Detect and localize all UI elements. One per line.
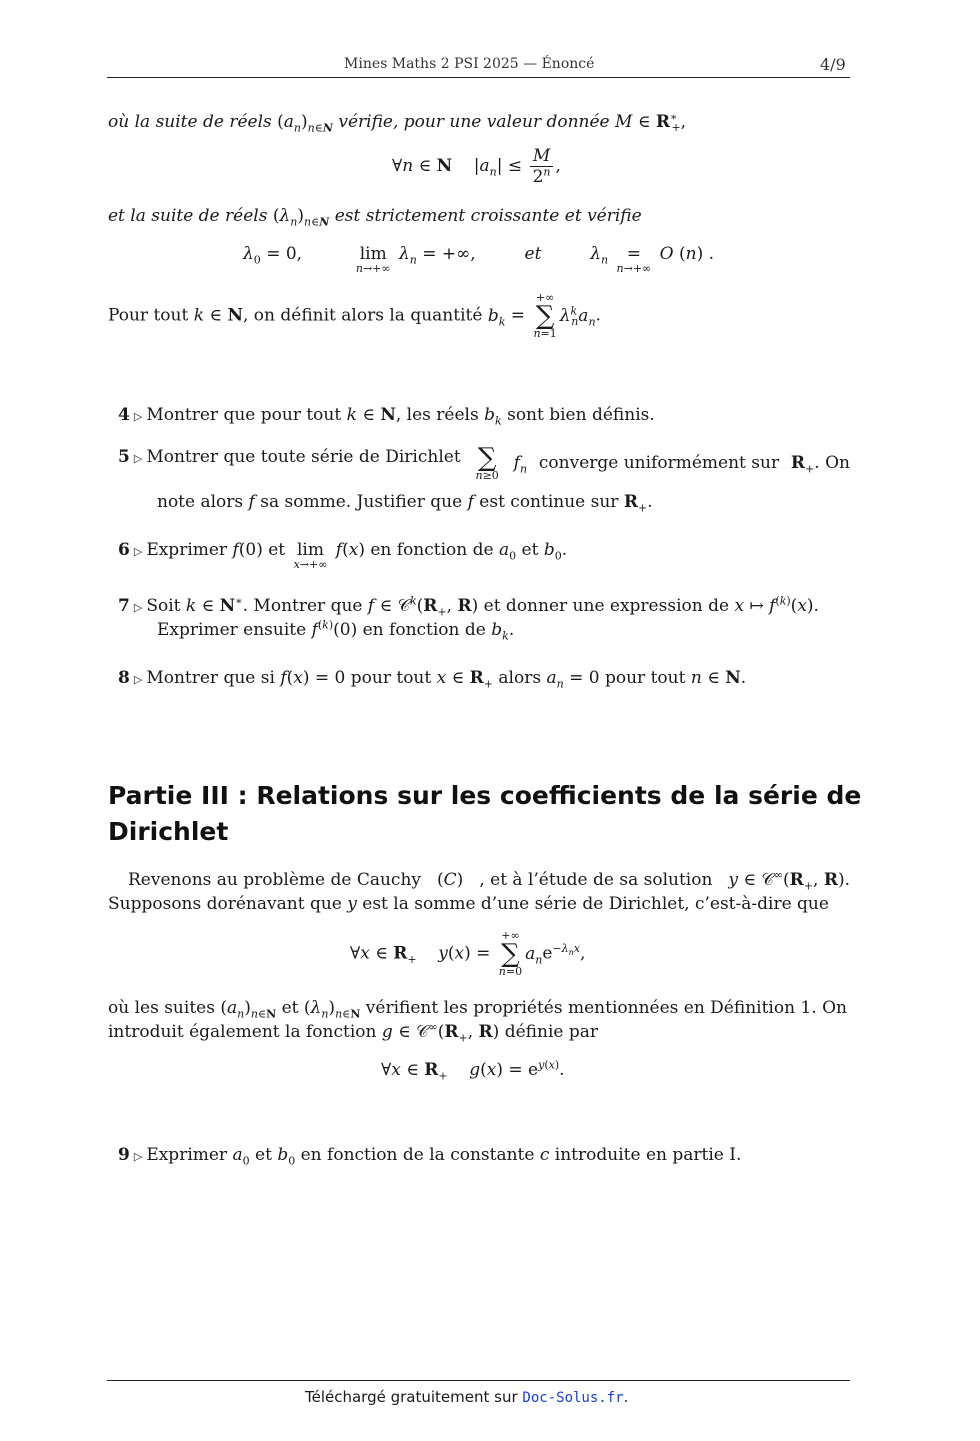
dirichlet-series-formula: ∀x ∈ $R_+$ y(x) = +∞ ∑ n=0 $a_ne^{-\lambda_nx}$, bbox=[350, 929, 586, 978]
footer-label: Téléchargé gratuitement sur bbox=[305, 1388, 518, 1406]
footer-rule bbox=[107, 1380, 850, 1381]
question-9: 9 ▷ Exprimer $a_0$ et $b_0$ en fonction de la constante c introduite en partie I. bbox=[118, 1145, 742, 1168]
footer-text bbox=[305, 1388, 628, 1406]
bound-formula: ∀n ∈ N $|a_n|$ ≤ $\frac{M}{2^n}$ , bbox=[392, 146, 561, 187]
bk-definition: Pour tout k ∈ N, on définit alors la quantité $b_k$ = +∞ ∑ n=1 $\lambda^k_na_n$. bbox=[108, 291, 601, 340]
paragraph-1-line-2: Supposons dorénavant que y est la somme d’une série de Dirichlet, c’est-à-dire que bbox=[108, 894, 829, 914]
doc-solus-link[interactable]: Doc-Solus.fr bbox=[522, 1390, 624, 1406]
section-title-line-2: Dirichlet bbox=[108, 817, 229, 846]
paragraph-2-line-1: où les suites $(a_n)_{n\in N}$ et $(\lambda_n)_{n\in N}$ vérifient les propriétés mentionnées en Définition 1. On bbox=[108, 998, 847, 1021]
question-7-line-1: 7 ▷ Soit k ∈ N∗. Montrer que f ∈ $𝒞^k(R_+$, R) et donner une expression de x ↦ $f^{(k)}(x)$. bbox=[118, 594, 819, 619]
question-7-line-2: Exprimer ensuite $f^{(k)}(0)$ en fonction de $b_k$. bbox=[157, 618, 515, 643]
paragraph-1-line-1: Revenons au problème de Cauchy (C) , et à l’étude de sa solution y ∈ $𝒞^\infty(R_+$, R). bbox=[128, 868, 850, 893]
g-definition-formula: ∀x ∈ $R_+$ $g(x) = e^{y(x)}$. bbox=[381, 1058, 565, 1083]
question-5-line-1: 5 ▷ Montrer que toute série de Dirichlet ∑ n≥0 $f_n$ converge uniformément sur $R_+$. On bbox=[118, 443, 850, 482]
header-rule bbox=[107, 77, 850, 78]
page-header-title: Mines Maths 2 PSI 2025 — Énoncé bbox=[344, 56, 595, 72]
question-6: 6 ▷ Exprimer f(0) et lim x→+∞ f(x) en fonction de $a_0$ et $b_0$. bbox=[118, 540, 568, 571]
footer-dot: . bbox=[623, 1388, 629, 1406]
paragraph-2-line-2: introduit également la fonction g ∈ $𝒞^\infty(R_+$, R) définie par bbox=[108, 1020, 598, 1045]
lambda-conditions-formula: $\lambda_0 = 0$, lim n→+∞ $\lambda_n$ = +∞, et $\lambda_n$ = n→+∞ O (n) . bbox=[243, 244, 715, 275]
question-5-line-2: note alors f sa somme. Justifier que f est continue sur $R_+$. bbox=[157, 492, 653, 515]
definition-line-1: où la suite de réels $(a_n)_{n\in N}$ vérifie, pour une valeur donnée M ∈ $R^∗_+$, bbox=[108, 110, 687, 135]
section-title-line-1: Partie III : Relations sur les coefficients de la série de bbox=[108, 781, 862, 810]
question-8: 8 ▷ Montrer que si f(x) = 0 pour tout x ∈ $R_+$ alors $a_n = 0$ pour tout n ∈ N. bbox=[118, 668, 747, 691]
definition-line-3: et la suite de réels $(\lambda_n)_{n\in N}$ est strictement croissante et vérifie bbox=[108, 206, 642, 229]
question-4: 4 ▷ Montrer que pour tout k ∈ N, les réels $b_k$ sont bien définis. bbox=[118, 405, 655, 428]
page-number: 4/9 bbox=[820, 55, 846, 74]
